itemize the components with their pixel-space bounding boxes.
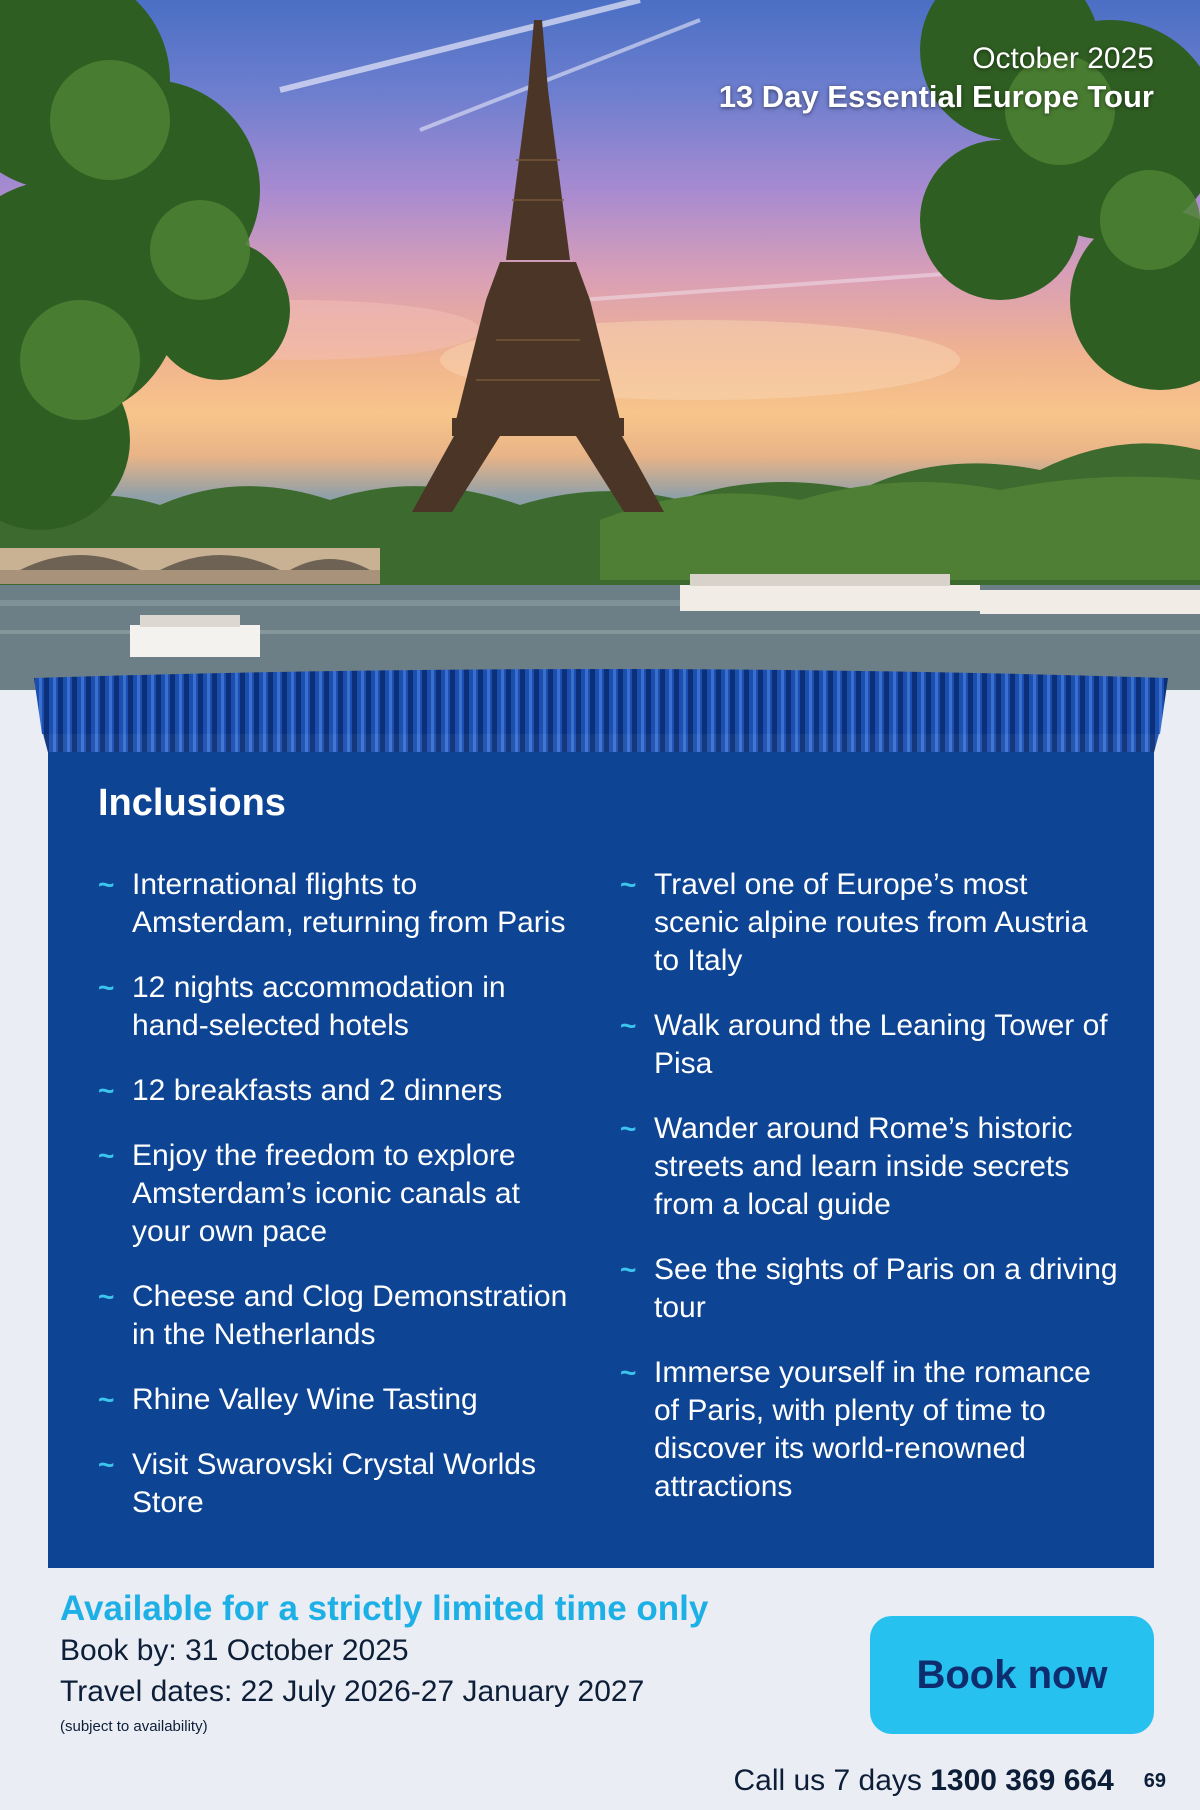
inclusion-item: ~ International flights to Amsterdam, returning from Paris [98, 868, 566, 939]
tilde-bullet-icon: ~ [98, 869, 115, 900]
offer-headline: Available for a strictly limited time only [60, 1589, 709, 1628]
tour-date: October 2025 [972, 42, 1154, 75]
inclusion-item: ~ Cheese and Clog Demonstration in the Netherlands [98, 1280, 568, 1351]
inclusions-right-column [620, 866, 1120, 1533]
footer [733, 1764, 1166, 1798]
tilde-bullet-icon: ~ [98, 1075, 115, 1106]
travel-dates: Travel dates: 22 July 2026-27 January 2027 [60, 1675, 645, 1708]
inclusions-panel [48, 752, 1154, 1568]
book-now-button[interactable]: Book now [870, 1616, 1154, 1734]
offer-details [60, 1588, 708, 1738]
phone-number[interactable]: 1300 369 664 [930, 1764, 1114, 1797]
hero-text [719, 40, 1154, 116]
inclusion-item: ~ 12 nights accommodation in hand-selected hotels [98, 971, 506, 1042]
inclusion-item: ~ Rhine Valley Wine Tasting [98, 1381, 578, 1419]
inclusion-item: ~ Travel one of Europe’s most scenic alpine routes from Austria to Italy [620, 868, 1088, 977]
tilde-bullet-icon: ~ [98, 1140, 115, 1171]
inclusion-item: ~ See the sights of Paris on a driving tour [620, 1253, 1118, 1324]
tilde-bullet-icon: ~ [620, 1010, 637, 1041]
curtain-ruffle [30, 664, 1172, 760]
tilde-bullet-icon: ~ [98, 972, 115, 1003]
tilde-bullet-icon: ~ [620, 1113, 637, 1144]
book-by-date: Book by: 31 October 2025 [60, 1634, 409, 1667]
hero-photo [0, 0, 1200, 690]
inclusions-left-column [98, 866, 578, 1549]
tilde-bullet-icon: ~ [98, 1281, 115, 1312]
tilde-bullet-icon: ~ [620, 1254, 637, 1285]
tilde-bullet-icon: ~ [620, 869, 637, 900]
page-number: 69 [1143, 1770, 1166, 1792]
inclusion-item: ~ Immerse yourself in the romance of Paris, with plenty of time to discover its world-renowned attractions [620, 1356, 1091, 1503]
call-text: Call us 7 days [733, 1764, 931, 1797]
inclusion-item: ~ Wander around Rome’s historic streets and learn inside secrets from a local guide [620, 1112, 1073, 1221]
tilde-bullet-icon: ~ [98, 1449, 115, 1480]
tilde-bullet-icon: ~ [620, 1357, 637, 1388]
inclusion-item: ~ Walk around the Leaning Tower of Pisa [620, 1009, 1108, 1080]
tilde-bullet-icon: ~ [98, 1384, 115, 1415]
tour-title: 13 Day Essential Europe Tour [718, 79, 1154, 114]
inclusions-title: Inclusions [98, 782, 286, 824]
availability-note: (subject to availability) [60, 1718, 208, 1735]
inclusion-item: ~ 12 breakfasts and 2 dinners [98, 1072, 578, 1110]
inclusion-item: ~ Enjoy the freedom to explore Amsterdam’s iconic canals at your own pace [98, 1139, 520, 1248]
inclusion-item: ~ Visit Swarovski Crystal Worlds Store [98, 1448, 536, 1519]
